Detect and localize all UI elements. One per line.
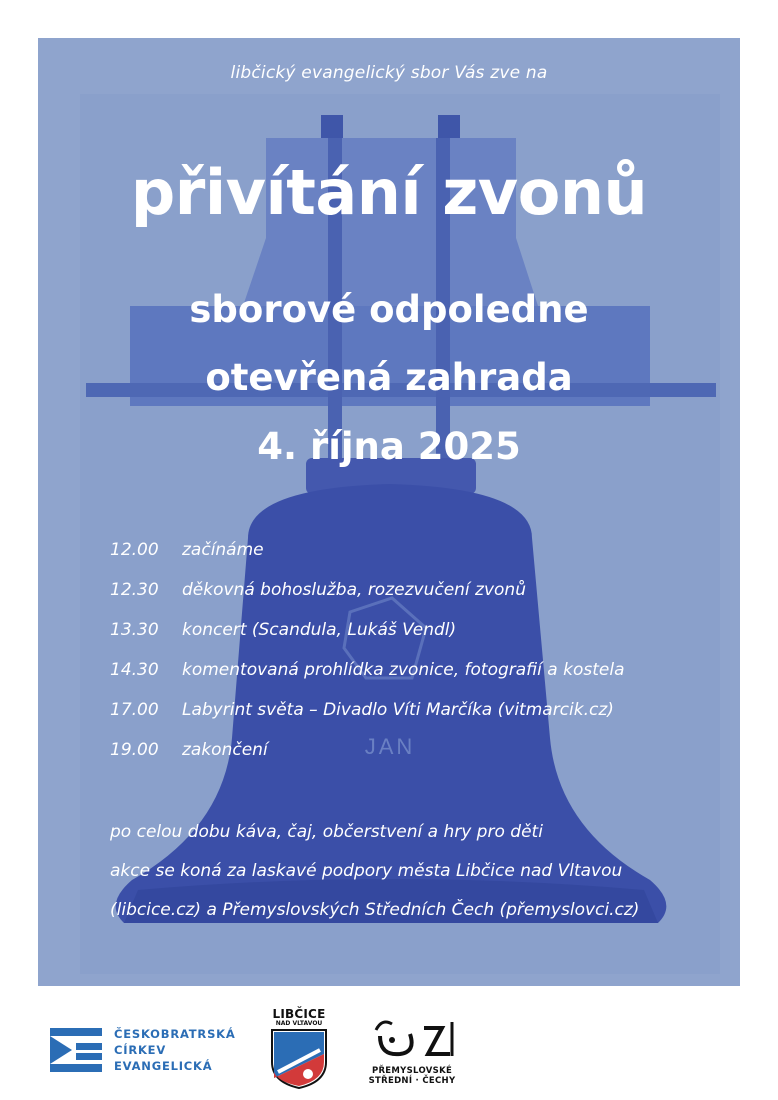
schedule-event: začínáme	[182, 540, 264, 560]
libcice-logo	[268, 1008, 330, 1094]
schedule-time: 12.30	[110, 580, 159, 600]
cce-line-3: EVANGELICKÁ	[114, 1059, 213, 1073]
premyslovske-line-1: PŘEMYSLOVSKÉ	[371, 1066, 453, 1076]
cce-logo	[50, 1026, 236, 1074]
note-refreshments: po celou dobu káva, čaj, občerstvení a hry pro děti	[110, 822, 543, 842]
schedule-event: komentovaná prohlídka zvonice, fotografií a kostela	[182, 660, 625, 680]
libcice-coat-of-arms-icon	[270, 1028, 328, 1090]
cce-emblem-icon	[50, 1028, 102, 1072]
schedule-item	[110, 736, 710, 776]
schedule-event: zakončení	[182, 740, 268, 760]
event-date: 4. října 2025	[257, 425, 521, 468]
schedule-time: 13.30	[110, 620, 159, 640]
schedule-item	[110, 696, 710, 736]
premyslovske-emblem-icon	[366, 1016, 458, 1062]
cce-line-1: ČESKOBRATRSKÁ	[114, 1027, 236, 1041]
schedule-event: děkovná bohoslužba, rozezvučení zvonů	[182, 580, 526, 600]
bolt-right	[438, 115, 460, 139]
event-title: přivítání zvonů	[130, 156, 648, 229]
bell-inscription: JAN	[364, 734, 416, 759]
note-support: akce se koná za laskavé podpory města Libčice nad Vltavou	[110, 861, 623, 881]
schedule-item	[110, 576, 710, 616]
subtitle-afternoon: sborové odpoledne	[189, 288, 589, 331]
schedule-time: 19.00	[110, 740, 159, 760]
libcice-sub: NAD VLTAVOU	[275, 1020, 323, 1027]
schedule-time: 17.00	[110, 700, 159, 720]
premyslovske-logo	[362, 1016, 462, 1086]
bolt-left	[321, 115, 343, 139]
note-support-links: (libcice.cz) a Přemyslovských Středních Čech (přemyslovci.cz)	[110, 900, 640, 920]
schedule-time: 12.00	[110, 540, 159, 560]
premyslovske-line-2: STŘEDNÍ · ČECHY	[368, 1076, 456, 1086]
schedule-item	[110, 616, 710, 656]
cce-name	[114, 1026, 236, 1074]
schedule-event: Labyrint světa – Divadlo Víti Marčíka (vitmarcik.cz)	[182, 700, 614, 720]
schedule-time: 14.30	[110, 660, 159, 680]
invite-line: libčický evangelický sbor Vás zve na	[230, 63, 548, 83]
schedule-item	[110, 536, 710, 576]
subtitle-garden: otevřená zahrada	[205, 356, 573, 399]
libcice-name: LIBČICE	[272, 1007, 326, 1021]
notes-block	[110, 818, 720, 935]
schedule-list	[110, 536, 710, 776]
cce-line-2: CÍRKEV	[114, 1043, 167, 1057]
schedule-event: koncert (Scandula, Lukáš Vendl)	[182, 620, 457, 640]
poster	[38, 38, 740, 986]
sponsor-logos	[0, 986, 778, 1100]
schedule-item	[110, 656, 710, 696]
